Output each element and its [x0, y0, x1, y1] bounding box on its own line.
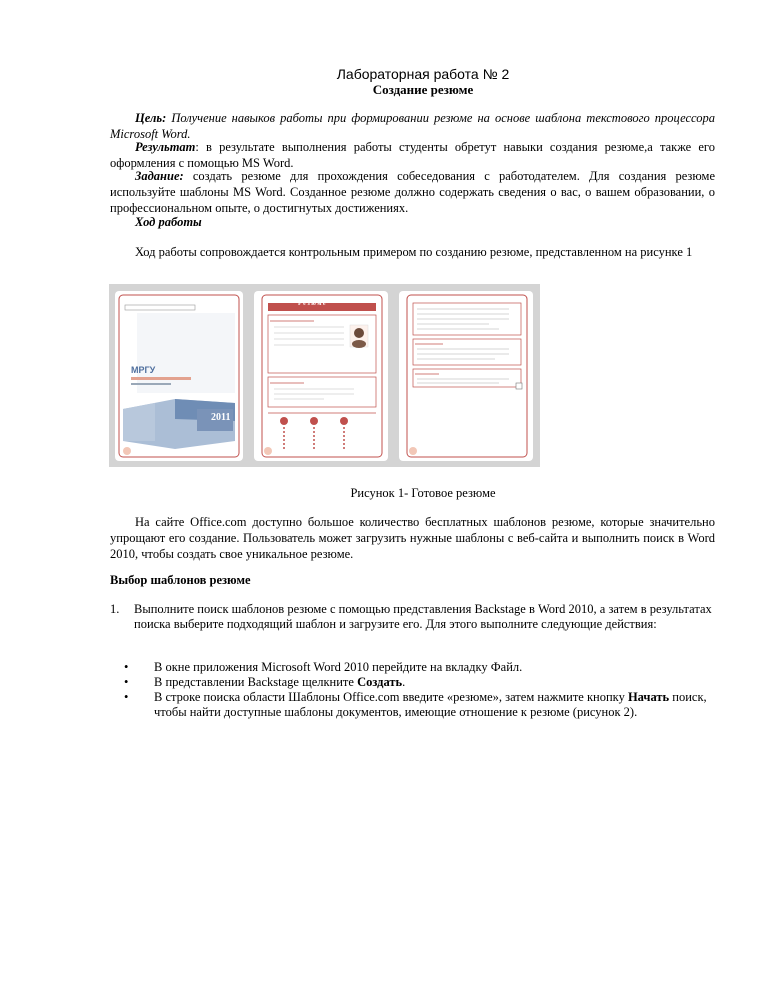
- resume-page-graphic: [254, 291, 388, 461]
- bullet-marker: •: [124, 690, 129, 704]
- bullet-item: [124, 675, 724, 690]
- goal-text: Получение навыков работы при формировании резюме на основе шаблона текстового процессора Microsoft Word.: [110, 111, 715, 141]
- result-paragraph: [110, 139, 715, 171]
- goal-label: Цель:: [135, 111, 167, 125]
- cover-page-thumbnail: [115, 291, 243, 461]
- page-title: Лабораторная работа № 2: [336, 66, 510, 82]
- bullet-item: [124, 660, 724, 675]
- resume-page-thumbnail: [254, 291, 388, 461]
- bullet-marker: •: [124, 660, 129, 674]
- task-label: Задание:: [135, 169, 184, 183]
- cover-org-title: МРГУ: [131, 365, 156, 375]
- bullet-text-pre: В строке поиска области Шаблоны Office.com введите «резюме», затем нажмите кнопку: [154, 690, 628, 704]
- figure-caption: Рисунок 1- Готовое резюме: [350, 486, 496, 500]
- list-item: [110, 602, 720, 632]
- cover-year: 2011: [211, 412, 231, 423]
- cover-page-graphic: [115, 291, 243, 461]
- bullet-text-bold: Начать: [627, 690, 670, 704]
- section-heading: Выбор шаблонов резюме: [110, 573, 251, 587]
- resume-header-label: Р е з ю м е: [298, 301, 326, 307]
- workflow-paragraph: [110, 244, 715, 260]
- task-text: создать резюме для прохождения собеседования с работодателем. Для создания резюме используйте шаблоны MS Word. Созданное резюме должно содержать сведения о вас, о вашем образовании, о профессиональном опыте, о достигнутых достижениях.: [110, 169, 715, 215]
- bullet-text-post: поиск, чтобы найти доступные шаблоны документов, имеющие отношение к резюме (рисунок 2).: [154, 690, 707, 719]
- bullet-list: [124, 660, 724, 720]
- result-label: Результат: [135, 140, 196, 154]
- task-paragraph: [110, 168, 715, 216]
- second-page-graphic: [399, 291, 533, 461]
- page-subtitle: Создание резюме: [372, 82, 474, 97]
- bullet-text-bold: Создать: [357, 675, 403, 689]
- workflow-text: Ход работы сопровождается контрольным примером по созданию резюме, представленном на рисунке 1: [135, 245, 693, 259]
- list-number: 1.: [110, 602, 120, 616]
- bullet-text-post: .: [402, 675, 406, 689]
- cover-name-line: [131, 383, 171, 385]
- bullet-text: В окне приложения Microsoft Word 2010 перейдите на вкладку Файл.: [154, 660, 523, 674]
- resume-second-page-thumbnail: [399, 291, 533, 461]
- bullet-text-pre: В представлении Backstage щелкните: [154, 675, 358, 689]
- bullet-marker: •: [124, 675, 129, 689]
- goal-paragraph: [110, 110, 715, 142]
- result-text: : в результате выполнения работы студенты обретут навыки создания резюме,а также его оформления с помощью MS Word.: [110, 140, 715, 170]
- workflow-heading: Ход работы: [135, 215, 202, 229]
- intro-paragraph: [110, 514, 715, 562]
- cover-subtitle-line: [131, 377, 191, 380]
- numbered-list: [110, 602, 720, 632]
- intro-text: На сайте Office.com доступно большое количество бесплатных шаблонов резюме, которые значительно упрощают его создание. Пользователь может загрузить нужные шаблоны с веб-сайта и выполнить поиск в Word 2010, чтобы создать свое уникальное резюме.: [110, 515, 715, 561]
- figure-resume-preview: [109, 284, 540, 467]
- list-item-text: Выполните поиск шаблонов резюме с помощью представления Backstage в Word 2010, а затем в результатах поиска выберите подходящий шаблон и загрузите его. Для этого выполните следующие действия:: [134, 602, 712, 631]
- bullet-item: [124, 690, 724, 720]
- workflow-heading-paragraph: [110, 214, 715, 230]
